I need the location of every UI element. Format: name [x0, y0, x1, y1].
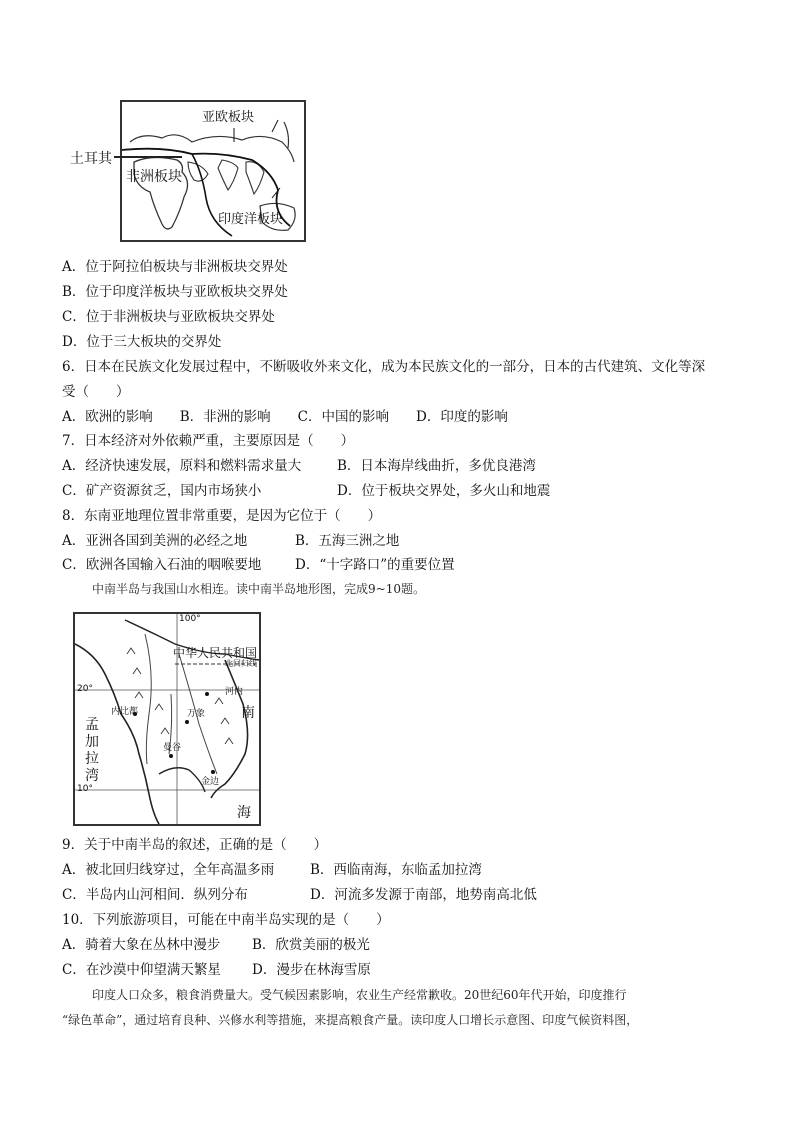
bay-label-2: 加	[85, 734, 99, 750]
tropic-label: 北回归线	[225, 659, 257, 668]
q8-option-b: B．五海三洲之地	[295, 533, 400, 549]
lat-10-label: 10°	[77, 784, 93, 794]
q9-option-a: A．被北回归线穿过，全年高温多雨	[62, 862, 275, 878]
q5-option-a: A．位于阿拉伯板块与非洲板块交界处	[62, 259, 288, 275]
q5-option-c: C．位于非洲板块与亚欧板块交界处	[62, 309, 275, 325]
indian-plate-label: 印度洋板块	[218, 212, 284, 227]
q8-option-a: A．亚洲各国到美洲的必经之地	[62, 533, 248, 549]
south-label: 南	[241, 705, 255, 721]
q9-option-c: C．半岛内山河相间．纵列分布	[62, 887, 248, 903]
bay-label-4: 湾	[85, 768, 99, 784]
q9-stem: 9．关于中南半岛的叙述，正确的是（ ）	[62, 837, 328, 853]
q8-stem: 8．东南亚地理位置非常重要，是因为它位于（ ）	[62, 508, 382, 524]
turkey-label: 土耳其	[70, 151, 112, 167]
q7-option-a: A．经济快速发展，原料和燃料需求量大	[62, 458, 302, 474]
indochina-map	[73, 612, 261, 826]
bangkok-label: 曼谷	[163, 743, 182, 753]
sea-label: 海	[237, 805, 251, 821]
eurasia-plate-label: 亚欧板块	[202, 110, 255, 125]
hanoi-label: 河内	[225, 687, 244, 697]
bay-label-1: 孟	[85, 717, 99, 733]
q7-option-c: C．矿产资源贫乏，国内市场狭小	[62, 483, 262, 499]
turkey-pointer	[114, 156, 182, 158]
q6-stem-line2: 受（ ）	[62, 384, 130, 400]
q8-option-c: C．欧洲各国输入石油的咽喉要地	[62, 557, 262, 573]
lon-100-label: 100°	[179, 614, 201, 624]
q5-option-b: B．位于印度洋板块与亚欧板块交界处	[62, 284, 288, 300]
naypyidaw-label: 内比都	[111, 707, 139, 717]
q6-stem-line1: 6．日本在民族文化发展过程中，不断吸收外来文化，成为本民族文化的一部分，日本的古代建筑、文化等深	[62, 359, 706, 375]
plate-map	[120, 100, 306, 242]
lat-20-label: 20°	[77, 684, 93, 694]
africa-plate-label: 非洲板块	[126, 169, 182, 185]
q8-option-d: D．“十字路口”的重要位置	[295, 557, 455, 573]
q7-option-b: B．日本海岸线曲折，多优良港湾	[337, 458, 536, 474]
intro-india-line2: “绿色革命”，通过培育良种、兴修水利等措施，来提高粮食产量。读印度人口增长示意图、印度气候资料图，	[62, 1013, 639, 1027]
q10-option-d: D．漫步在林海雪原	[252, 962, 371, 978]
intro-9-10: 中南半岛与我国山水相连。读中南半岛地形图，完成9~10题。	[92, 582, 425, 596]
phnompenh-label: 金边	[201, 777, 220, 787]
q10-option-c: C．在沙漠中仰望满天繁星	[62, 962, 221, 978]
intro-india-line1: 印度人口众多，粮食消费量大。受气候因素影响，农业生产经常歉收。20世纪60年代开始，印度推行	[92, 988, 627, 1002]
q5-option-d: D．位于三大板块的交界处	[62, 334, 222, 350]
q9-option-d: D．河流多发源于南部，地势南高北低	[310, 887, 537, 903]
bay-label-3: 拉	[85, 751, 99, 767]
q6-options: A．欧洲的影响 B．非洲的影响 C．中国的影响 D．印度的影响	[62, 409, 508, 425]
q9-option-b: B．西临南海，东临孟加拉湾	[310, 862, 482, 878]
china-label: 中华人民共和国	[173, 646, 258, 660]
q10-stem: 10．下列旅游项目，可能在中南半岛实现的是（ ）	[62, 912, 390, 928]
q7-option-d: D．位于板块交界处，多火山和地震	[337, 483, 551, 499]
q10-option-a: A．骑着大象在丛林中漫步	[62, 937, 221, 953]
q7-stem: 7．日本经济对外依赖严重，主要原因是（ ）	[62, 433, 355, 449]
q10-option-b: B．欣赏美丽的极光	[252, 937, 370, 953]
vientiane-label: 万象	[187, 709, 206, 719]
